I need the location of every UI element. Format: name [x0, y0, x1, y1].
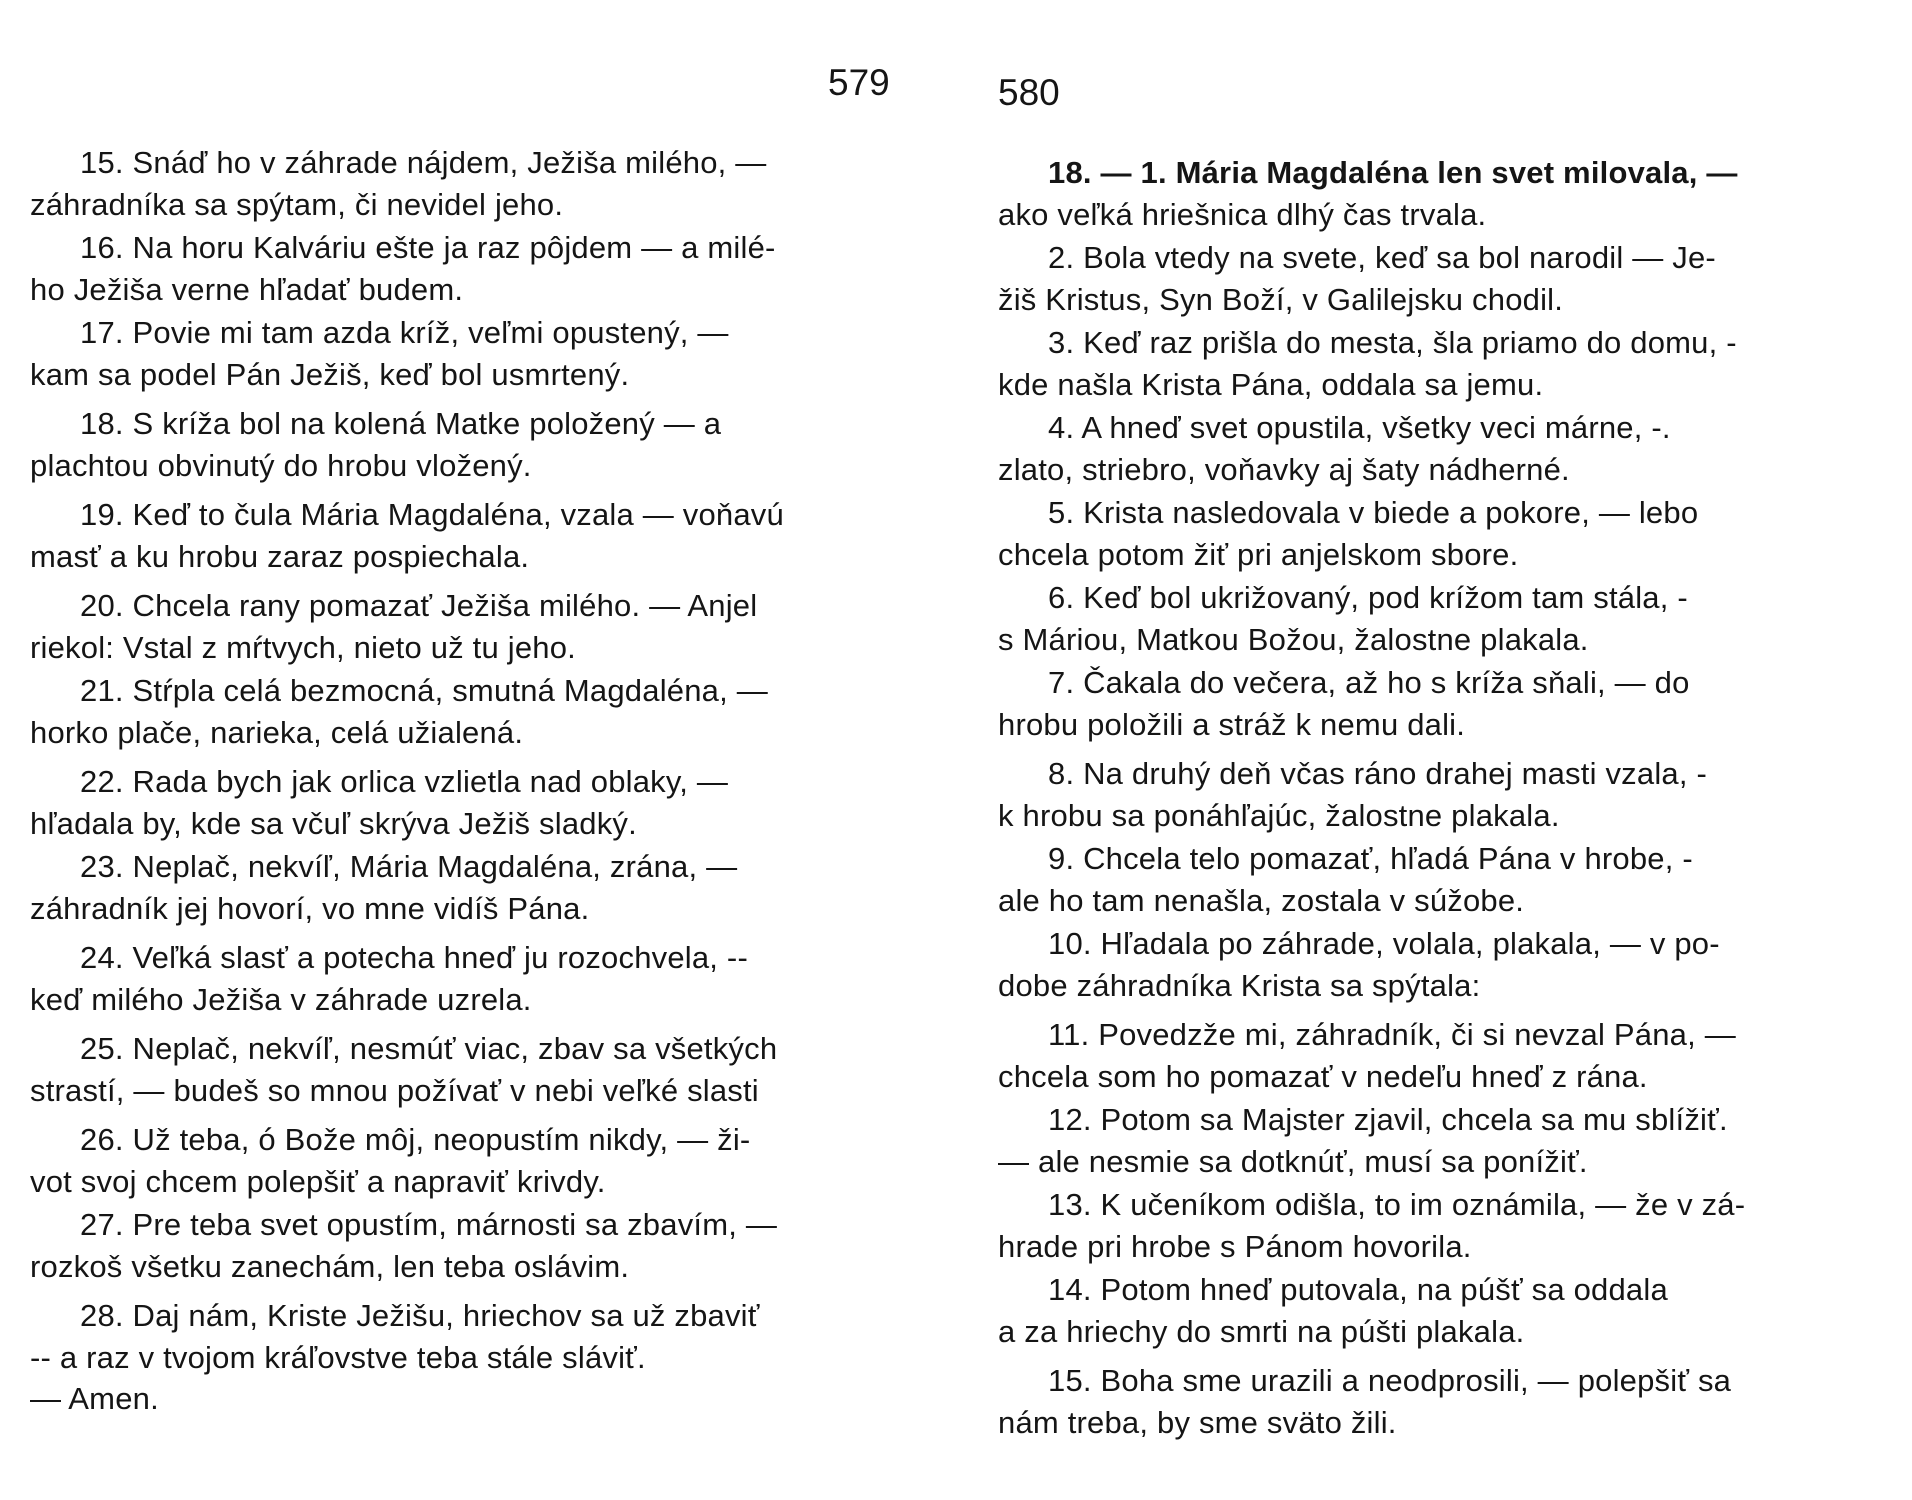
verse-first-line: 28. Daj nám, Kriste Ježišu, hriechov sa už zbaviť: [80, 1298, 760, 1333]
verse-first-line: 9. Chcela telo pomazať, hľadá Pána v hrobe, -: [1048, 841, 1693, 876]
verse: [30, 312, 888, 395]
verse: [30, 1119, 888, 1202]
verse-line: hľadala by, kde sa včuľ skrýva Ježiš sladký.: [30, 805, 637, 841]
verse: [30, 142, 888, 225]
verse-line: ako veľká hriešnica dlhý čas trvala.: [998, 196, 1487, 232]
verse-first-line: 2. Bola vtedy na svete, keď sa bol narodil — Je-: [1048, 240, 1716, 275]
right-page: [956, 0, 1912, 1500]
verse-first-line: 16. Na horu Kalváriu ešte ja raz pôjdem — a milé-: [80, 230, 776, 265]
verse-first-line: 8. Na druhý deň včas ráno drahej masti vzala, -: [1048, 756, 1707, 791]
verse-line: a za hriechy do smrti na púšti plakala.: [998, 1313, 1525, 1349]
verse-first-line: 19. Keď to čula Mária Magdaléna, vzala — voňavú: [80, 497, 784, 532]
verse: [998, 1269, 1866, 1352]
verse: [30, 846, 888, 929]
verse-line: ho Ježiša verne hľadať budem.: [30, 271, 464, 307]
verse-line: kde našla Krista Pána, oddala sa jemu.: [998, 366, 1544, 402]
verse-first-line: 26. Už teba, ó Bože môj, neopustím nikdy, — ži-: [80, 1122, 751, 1157]
verse: [30, 937, 888, 1020]
verse-line: masť a ku hrobu zaraz pospiechala.: [30, 538, 530, 574]
verse-first-line: 10. Hľadala po záhrade, volala, plakala, — v po-: [1048, 926, 1720, 961]
verse: [998, 1099, 1866, 1182]
verse-first-line: 24. Veľká slasť a potecha hneď ju rozochvela, --: [80, 940, 748, 975]
verse: [30, 1295, 888, 1420]
verse-first-line: 15. Snáď ho v záhrade nájdem, Ježiša milého, —: [80, 145, 767, 180]
verse-first-line: 21. Stŕpla celá bezmocná, smutná Magdaléna, —: [80, 673, 768, 708]
verse-line: — ale nesmie sa dotknúť, musí sa ponížiť.: [998, 1143, 1588, 1179]
verse: [998, 407, 1866, 490]
verse: [30, 670, 888, 753]
verse: [998, 838, 1866, 921]
verse-line: — Amen.: [30, 1381, 159, 1416]
verse-line: hrobu položili a stráž k nemu dali.: [998, 706, 1466, 742]
verse-first-line: 25. Neplač, nekvíľ, nesmúť viac, zbav sa všetkých: [80, 1031, 778, 1066]
verse: [998, 152, 1866, 235]
verse-line: strastí, — budeš so mnou požívať v nebi veľké slasti: [30, 1072, 759, 1108]
verse-first-line: 23. Neplač, nekvíľ, Mária Magdaléna, zrána, —: [80, 849, 738, 884]
verse-first-line: 3. Keď raz prišla do mesta, šla priamo do domu, -: [1048, 325, 1737, 360]
verse-first-line: 17. Povie mi tam azda kríž, veľmi opustený, —: [80, 315, 729, 350]
verse-first-line: 6. Keď bol ukrižovaný, pod krížom tam stála, -: [1048, 580, 1688, 615]
verse: [998, 1184, 1866, 1267]
verse: [998, 577, 1866, 660]
verse-line: hrade pri hrobe s Pánom hovorila.: [998, 1228, 1472, 1264]
verse-first-line: 7. Čakala do večera, až ho s kríža sňali, — do: [1048, 665, 1690, 700]
verse: [30, 585, 888, 668]
verse: [998, 1360, 1866, 1443]
verse: [998, 1014, 1866, 1097]
verse-line: zlato, striebro, voňavky aj šaty nádherné.: [998, 451, 1570, 487]
verse-first-line: 18. — 1. Mária Magdaléna len svet milovala, —: [1048, 155, 1738, 190]
verse-line: s Máriou, Matkou Božou, žalostne plakala.: [998, 621, 1589, 657]
right-column: [998, 152, 1866, 1445]
verse-first-line: 22. Rada bych jak orlica vzlietla nad oblaky, —: [80, 764, 729, 799]
verse: [30, 1028, 888, 1111]
verse-line: chcela som ho pomazať v nedeľu hneď z rána.: [998, 1058, 1648, 1094]
verse-first-line: 20. Chcela rany pomazať Ježiša milého. — Anjel: [80, 588, 758, 623]
verse-line: záhradníka sa spýtam, či nevidel jeho.: [30, 186, 564, 222]
verse-first-line: 18. S kríža bol na kolená Matke položený — a: [80, 406, 722, 441]
verse: [998, 237, 1866, 320]
verse-line: riekol: Vstal z mŕtvych, nieto už tu jeho.: [30, 629, 576, 665]
verse-line: kam sa podel Pán Ježiš, keď bol usmrtený.: [30, 356, 630, 392]
verse: [30, 1204, 888, 1287]
verse: [998, 322, 1866, 405]
verse-first-line: 12. Potom sa Majster zjavil, chcela sa mu sblížiť.: [1048, 1102, 1728, 1137]
verse-first-line: 27. Pre teba svet opustím, márnosti sa zbavím, —: [80, 1207, 778, 1242]
page-number-left: 579: [828, 62, 890, 103]
verse-line: -- a raz v tvojom kráľovstve teba stále sláviť.: [30, 1339, 646, 1375]
verse: [30, 761, 888, 844]
verse-line: rozkoš všetku zanechám, len teba oslávim.: [30, 1248, 630, 1284]
verse-first-line: 5. Krista nasledovala v biede a pokore, — lebo: [1048, 495, 1699, 530]
verse-line: chcela potom žiť pri anjelskom sbore.: [998, 536, 1519, 572]
verse-first-line: 13. K učeníkom odišla, to im oznámila, — že v zá-: [1048, 1187, 1746, 1222]
verse-line: žiš Kristus, Syn Boží, v Galilejsku chodil.: [998, 281, 1564, 317]
verse-line: plachtou obvinutý do hrobu vložený.: [30, 447, 532, 483]
verse-line: vot svoj chcem polepšiť a napraviť krivdy.: [30, 1163, 606, 1199]
verse-line: nám treba, by sme sväto žili.: [998, 1404, 1397, 1440]
verse: [30, 494, 888, 577]
verse-first-line: 11. Povedzže mi, záhradník, či si nevzal Pána, —: [1048, 1017, 1736, 1052]
verse-line: záhradník jej hovorí, vo mne vidíš Pána.: [30, 890, 590, 926]
verse-first-line: 15. Boha sme urazili a neodprosili, — polepšiť sa: [1048, 1363, 1732, 1398]
verse: [998, 492, 1866, 575]
verse-line: horko plače, narieka, celá užialená.: [30, 714, 524, 750]
verse-line: k hrobu sa ponáhľajúc, žalostne plakala.: [998, 797, 1560, 833]
verse: [998, 923, 1866, 1006]
verse-first-line: 14. Potom hneď putovala, na púšť sa oddala: [1048, 1272, 1668, 1307]
verse-line: keď milého Ježiša v záhrade uzrela.: [30, 981, 532, 1017]
verse: [30, 227, 888, 310]
left-column: [30, 142, 888, 1422]
verse: [30, 403, 888, 486]
verse: [998, 753, 1866, 836]
verse-line: ale ho tam nenašla, zostala v súžobe.: [998, 882, 1525, 918]
verse: [998, 662, 1866, 745]
verse-line: dobe záhradníka Krista sa spýtala:: [998, 967, 1481, 1003]
verse-first-line: 4. A hneď svet opustila, všetky veci márne, -.: [1048, 410, 1671, 445]
page-number-right: 580: [998, 72, 1060, 113]
